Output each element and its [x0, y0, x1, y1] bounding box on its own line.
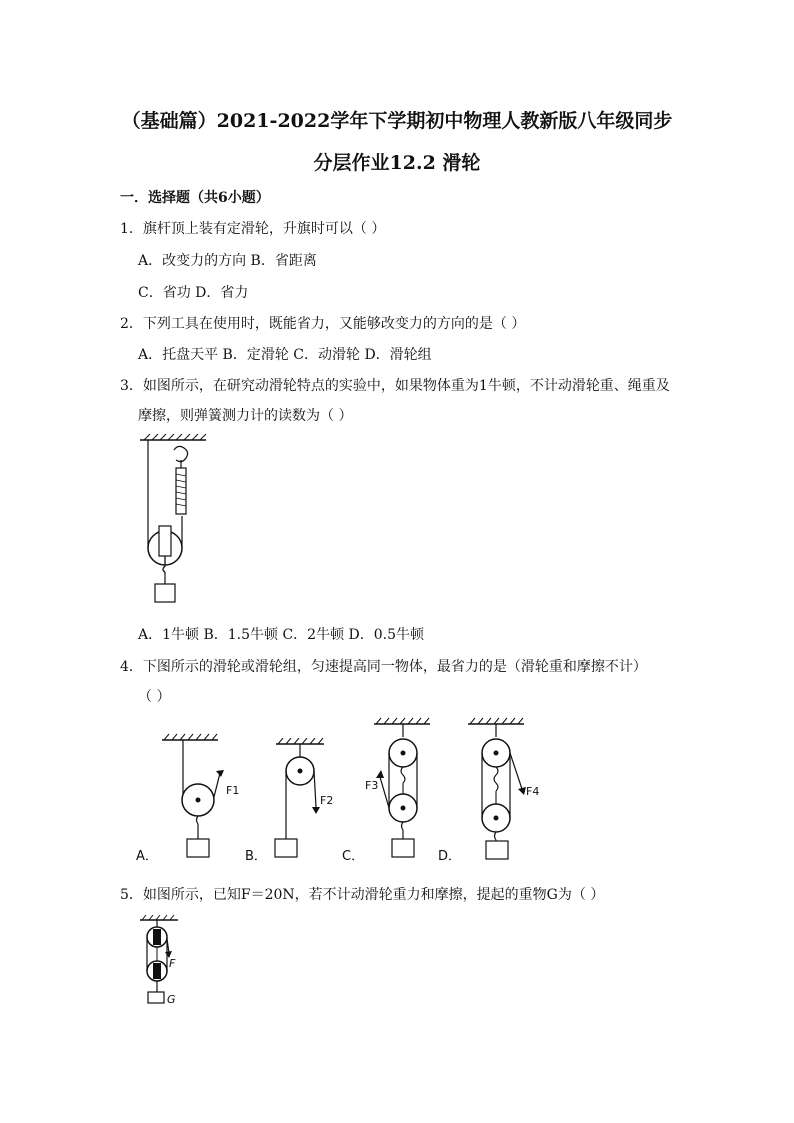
- q4-label-a: A．: [136, 849, 158, 864]
- q4-stem-line2: （ ）: [138, 689, 171, 705]
- page-title-line2: 分层作业12.2 滑轮: [313, 152, 481, 174]
- q4-force-f2: F2: [320, 794, 334, 807]
- q1-options-row1: A．改变力的方向 B．省距离: [138, 253, 317, 269]
- q3-pulley-figure: [130, 432, 220, 612]
- q3-options: A．1牛顿 B．1.5牛顿 C．2牛顿 D．0.5牛顿: [138, 627, 425, 643]
- q2-options: A．托盘天平 B．定滑轮 C．动滑轮 D．滑轮组: [138, 347, 432, 363]
- q4-force-f4: F4: [526, 785, 540, 798]
- q4-figure-a: [162, 734, 224, 857]
- q4-figure-c: [374, 718, 430, 857]
- q4-label-b: B．: [245, 849, 267, 864]
- q5-stem: 5．如图所示，已知F＝20N，若不计动滑轮重力和摩擦，提起的重物G为（ ）: [120, 887, 605, 903]
- q1-options-row2: C．省功 D．省力: [138, 285, 249, 301]
- q4-force-f3: F3: [365, 779, 379, 792]
- q3-stem-line2: 摩擦，则弹簧测力计的读数为（ ）: [138, 408, 353, 424]
- q1-stem: 1．旗杆顶上装有定滑轮，升旗时可以（ ）: [120, 221, 386, 237]
- page-title-line1: （基础篇）2021-2022学年下学期初中物理人教新版八年级同步: [121, 110, 673, 132]
- q5-weight-label: G: [167, 993, 176, 1006]
- section-heading: 一．选择题（共6小题）: [120, 190, 270, 206]
- q4-figure-d: [468, 718, 526, 859]
- q4-figure-b: [275, 738, 324, 857]
- q4-label-d: D．: [438, 849, 462, 864]
- q4-stem-line1: 4．下图所示的滑轮或滑轮组，匀速提高同一物体，最省力的是（滑轮重和摩擦不计）: [120, 659, 647, 675]
- q3-stem-line1: 3．如图所示，在研究动滑轮特点的实验中，如果物体重为1牛顿，不计动滑轮重、绳重及: [120, 378, 670, 394]
- q4-force-f1: F1: [226, 784, 240, 797]
- q5-pulley-figure: [138, 915, 198, 1010]
- q4-label-c: C．: [342, 849, 365, 864]
- q4-pulley-figures: [130, 715, 550, 865]
- q2-stem: 2．下列工具在使用时，既能省力，又能够改变力的方向的是（ ）: [120, 316, 526, 332]
- q5-force-label: F: [169, 957, 176, 970]
